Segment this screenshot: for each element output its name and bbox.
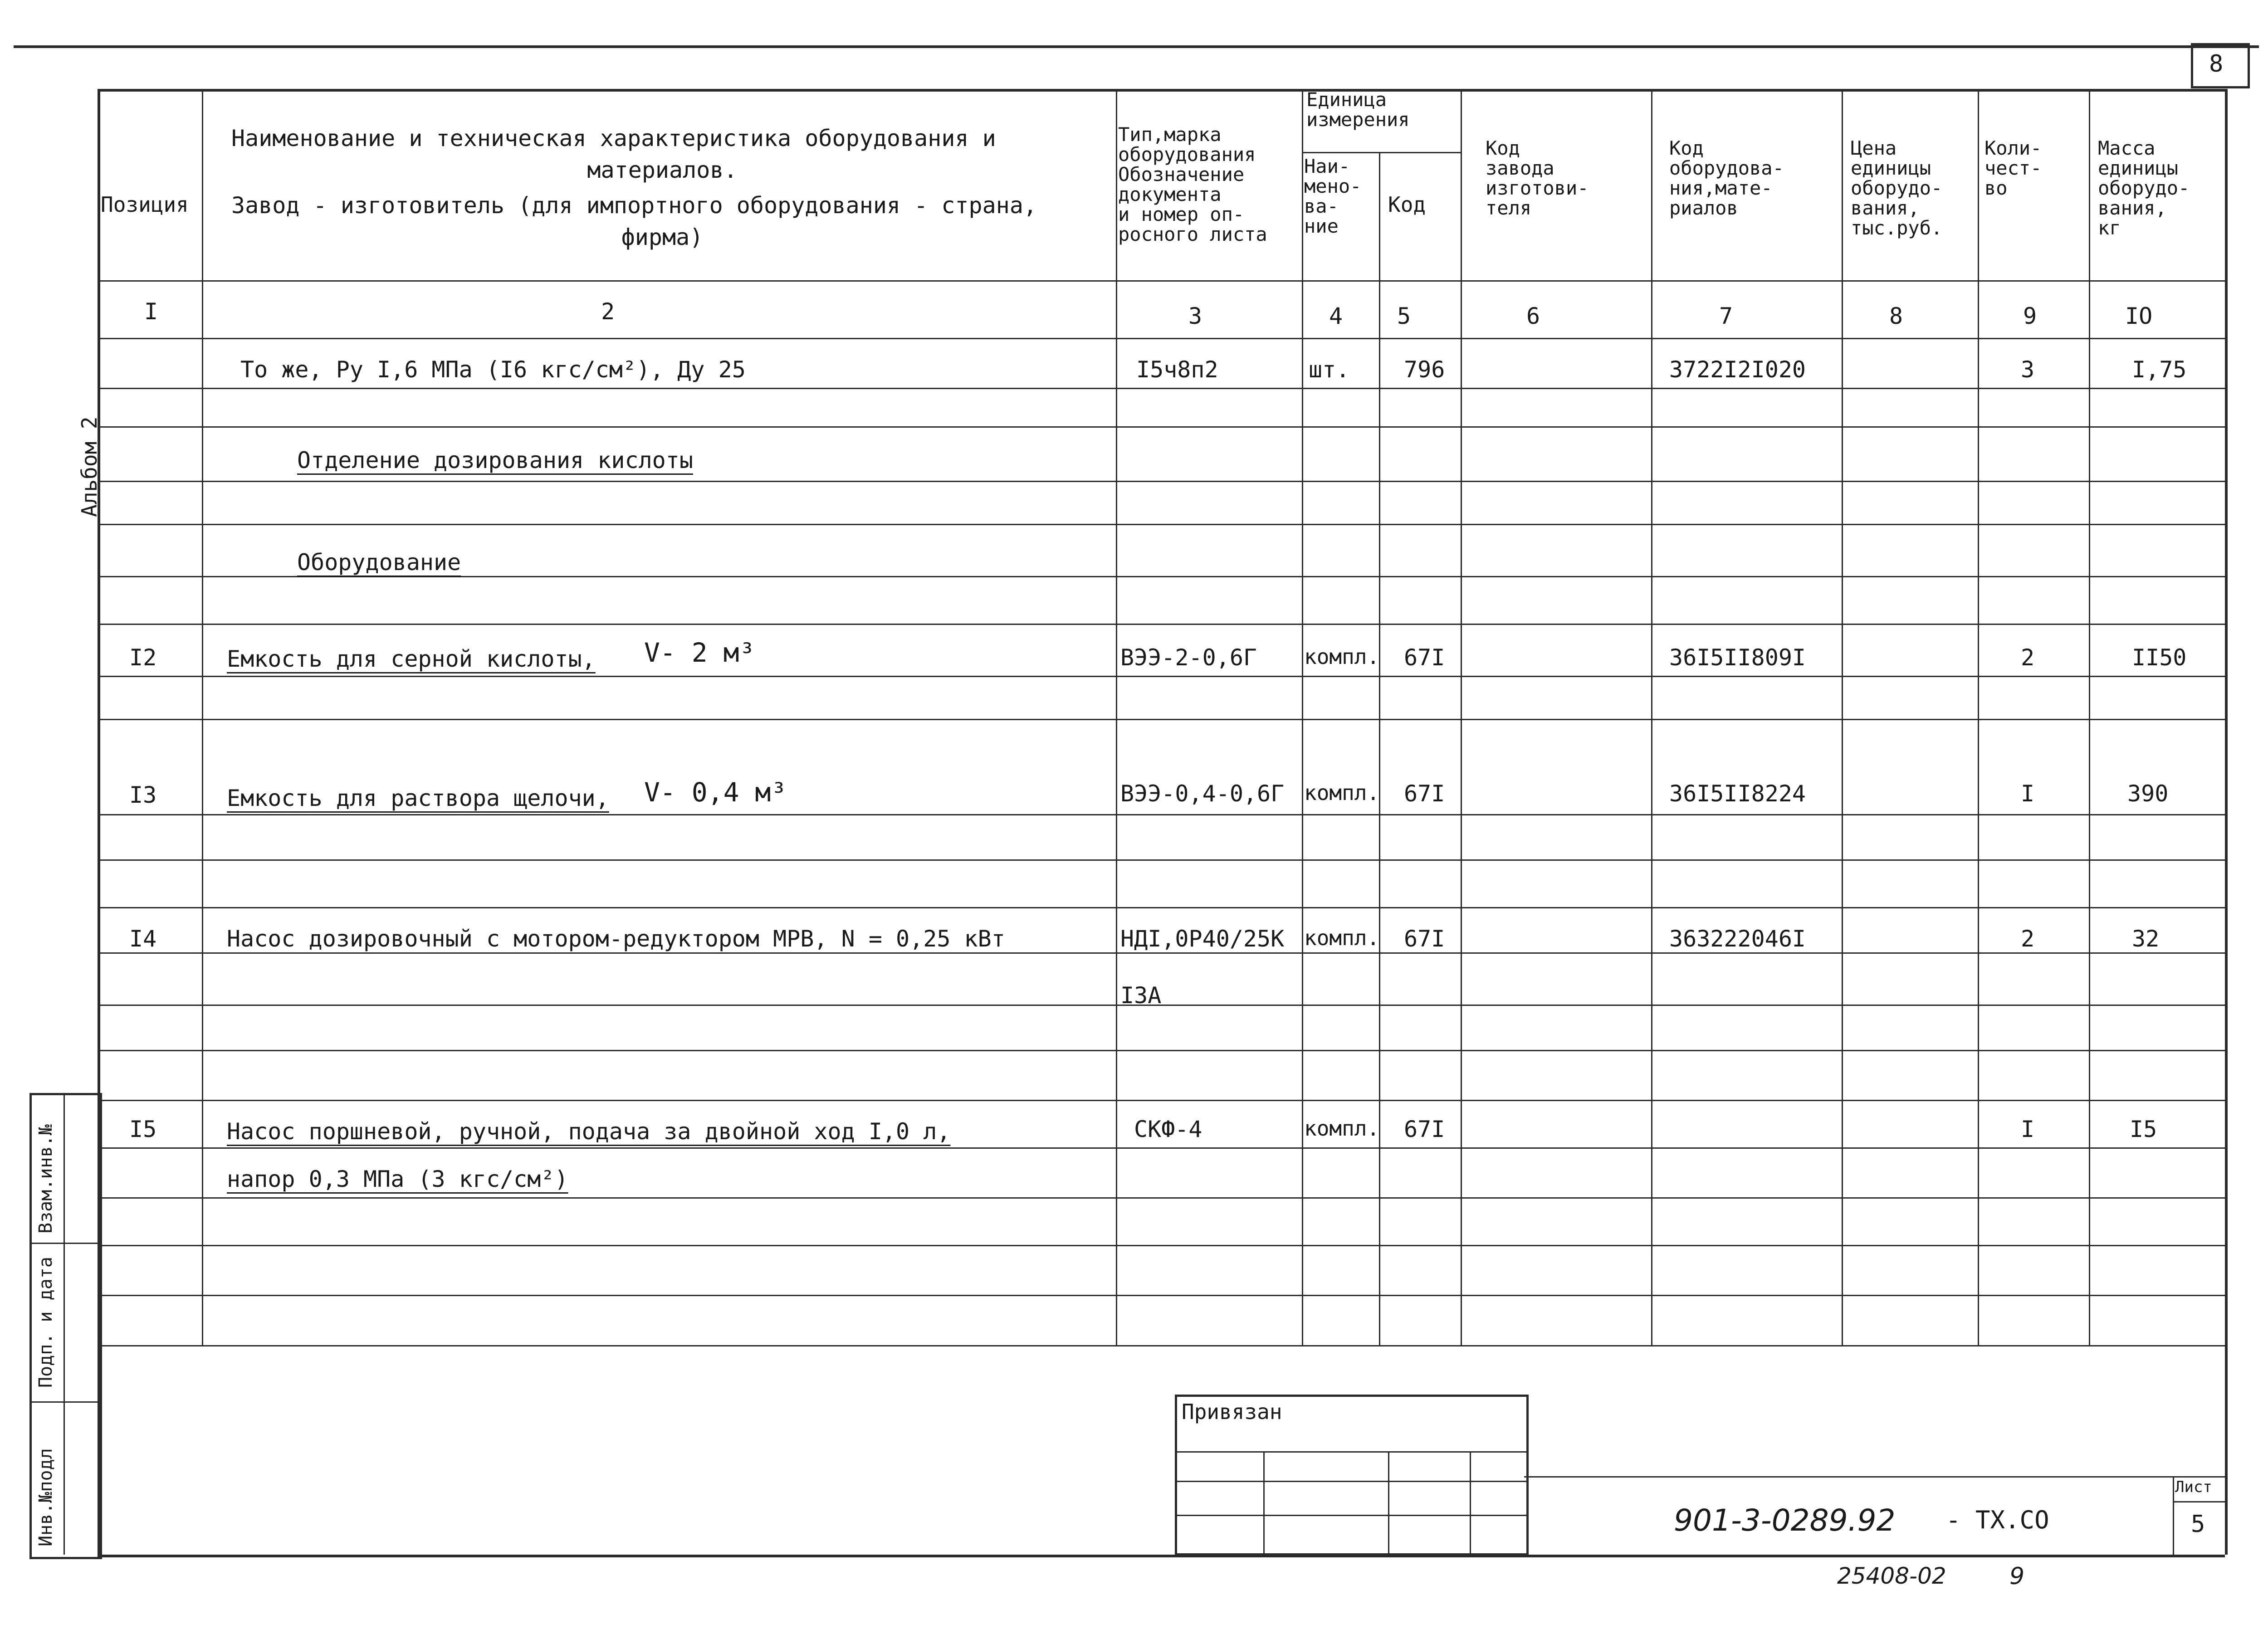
side-stamp-line-2 [29,1401,98,1403]
header-type: Тип,марка оборудования Обозначение документа и номер оп- росного листа [1118,123,1267,246]
bottom-page: 9 [2009,1563,2025,1590]
row1-qty: 3 [2021,356,2035,383]
header-quantity: Коли- чест- во [1984,137,2042,200]
col-line-qty [2089,89,2090,1345]
side-stamp-divider [64,1093,65,1555]
privyazan-line [1175,1481,1526,1482]
row13-pos: I3 [129,782,157,808]
header-name-line2: материалов. [587,157,738,183]
table-bottom-line [98,1345,2225,1346]
col-line-pos [202,89,203,1345]
colnum-bottom-line [98,338,2225,339]
colnum-5: 5 [1397,303,1411,329]
unit-group-line [1302,152,1461,153]
row13-eqcode: 36I5II8224 [1669,780,1806,807]
row15-name-line2: напор 0,3 МПа (3 кгс/см²) [227,1166,568,1192]
colnum-6: 6 [1526,303,1540,329]
privyazan-line [1175,1451,1526,1453]
col-line-unit-code [1461,89,1462,1345]
list-label: Лист [2175,1478,2212,1496]
row14-unit: компл. [1304,926,1380,950]
row14-code: 67I [1404,926,1445,952]
privyazan-divider [1470,1451,1471,1553]
header-name-line1: Наименование и техническая характеристика оборудования и [231,125,996,151]
row15-type: СКФ-4 [1134,1116,1202,1142]
row-line [98,1245,2225,1246]
side-stamp-line-1 [29,1243,98,1244]
subsection-title: Оборудование [297,549,461,576]
col-line-unit-name [1379,152,1380,1345]
row-line [98,676,2225,677]
row1-name: То же, Ру I,6 МПа (I6 кгс/см²), Ду 25 [240,356,746,383]
row-line [98,814,2225,815]
colnum-9: 9 [2023,303,2037,329]
row14-pos: I4 [129,926,157,952]
row12-type: ВЭЭ-2-0,6Г [1120,644,1257,671]
privyazan-label: Привязан [1182,1400,1282,1424]
header-price: Цена единицы оборудо- вания, тыс.руб. [1851,137,1943,239]
privyazan-line [1175,1515,1526,1516]
header-bottom-line [98,280,2225,282]
row14-type-line2: I3А [1120,982,1162,1009]
document-code: 901-3-0289.92 [1674,1503,1896,1538]
header-position: Позиция [101,192,189,217]
bottom-note: 25408-02 [1837,1563,1946,1589]
row12-unit: компл. [1304,644,1380,669]
row-line [98,481,2225,482]
row-line [98,576,2225,577]
list-number: 5 [2191,1511,2205,1538]
row1-code: 796 [1404,356,1445,383]
side-stamp-replace: Взам.инв.№ [35,1124,56,1234]
row-line [98,1197,2225,1199]
row13-mass: 390 [2127,780,2169,807]
row14-name: Насос дозировочный с мотором-редуктором МРВ, N = 0,25 кВт [227,926,1005,952]
header-mass: Масса единицы оборудо- вания, кг [2098,137,2190,239]
row15-code: 67I [1404,1116,1445,1142]
col-line-price [1978,89,1979,1345]
header-name-line3: Завод - изготовитель (для импортного оборудования - страна, [231,192,1037,219]
side-stamp-inv: Инв.№подл [35,1448,56,1546]
frame-right-line [2225,89,2228,1555]
section-title: Отделение дозирования кислоты [297,447,693,473]
row-line [98,859,2225,861]
row1-unit: шт. [1309,356,1350,383]
top-border-line [14,45,2259,48]
row-line [98,426,2225,428]
row-line [98,524,2225,525]
frame-bottom-line [98,1555,2225,1557]
document-suffix: - ТХ.СО [1946,1506,2049,1534]
colnum-7: 7 [1719,303,1733,329]
header-factory-code: Код завода изготови- теля [1486,137,1589,219]
colnum-8: 8 [1889,303,1903,329]
row12-qty: 2 [2021,644,2035,671]
header-unit-name: Наи- мено- ва- ние [1304,155,1362,238]
row15-mass: I5 [2130,1116,2157,1142]
row12-code: 67I [1404,644,1445,671]
row14-type: НДI,0Р40/25К [1120,926,1285,952]
row13-type: ВЭЭ-0,4-0,6Г [1120,780,1285,807]
row1-mass: I,75 [2132,356,2187,383]
col-line-eqcode [1842,89,1843,1345]
row13-name: Емкость для раствора щелочи, [227,785,609,811]
privyazan-divider [1263,1451,1265,1553]
colnum-10: IO [2125,303,2153,329]
row12-name: Емкость для серной кислоты, [227,646,596,672]
header-equipment-code: Код оборудова- ния,мате- риалов [1669,137,1784,219]
row-line [98,907,2225,908]
row-line [98,1050,2225,1051]
row12-pos: I2 [129,644,157,671]
table-top-line [98,89,2225,92]
row14-qty: 2 [2021,926,2035,952]
titleblock-list-line [2173,1501,2225,1502]
row1-type: I5ч8п2 [1136,356,1218,383]
row15-qty: I [2021,1116,2035,1142]
colnum-3: 3 [1188,303,1202,329]
row13-volume: V- 0,4 м³ [644,777,787,808]
titleblock-top-line [1524,1476,2225,1478]
colnum-4: 4 [1329,303,1343,329]
row12-volume: V- 2 м³ [644,637,755,668]
row14-eqcode: 363222046I [1669,926,1806,952]
row1-eqcode: 3722I2I020 [1669,356,1806,383]
row-line [98,1100,2225,1101]
row15-pos: I5 [129,1116,157,1142]
sheet-number-top: 8 [2209,50,2224,78]
album-label: Альбом 2 [77,416,102,517]
col-line-type [1302,89,1303,1345]
col-line-factory [1651,89,1652,1345]
titleblock-list-divider [2173,1476,2174,1555]
row-line [98,388,2225,389]
col-line-name [1116,89,1117,1345]
row-line [98,719,2225,720]
row13-unit: компл. [1304,780,1380,805]
row12-eqcode: 36I5II809I [1669,644,1806,671]
row-line [98,1295,2225,1296]
row-line [98,1147,2225,1149]
header-name-line4: фирма) [621,224,704,250]
privyazan-divider [1388,1451,1389,1553]
side-stamp-sign: Подп. и дата [35,1257,56,1388]
row13-code: 67I [1404,780,1445,807]
colnum-1: I [144,298,158,325]
row12-mass: II50 [2132,644,2187,671]
row-line [98,952,2225,954]
colnum-2: 2 [601,298,615,325]
row-line [98,624,2225,625]
header-unit-group: Единица измерения [1306,88,1410,131]
row15-name: Насос поршневой, ручной, подача за двойной ход I,0 л, [227,1118,951,1145]
header-unit-code: Код [1388,192,1426,217]
row15-unit: компл. [1304,1116,1380,1141]
row13-qty: I [2021,780,2035,807]
row14-mass: 32 [2132,926,2160,952]
